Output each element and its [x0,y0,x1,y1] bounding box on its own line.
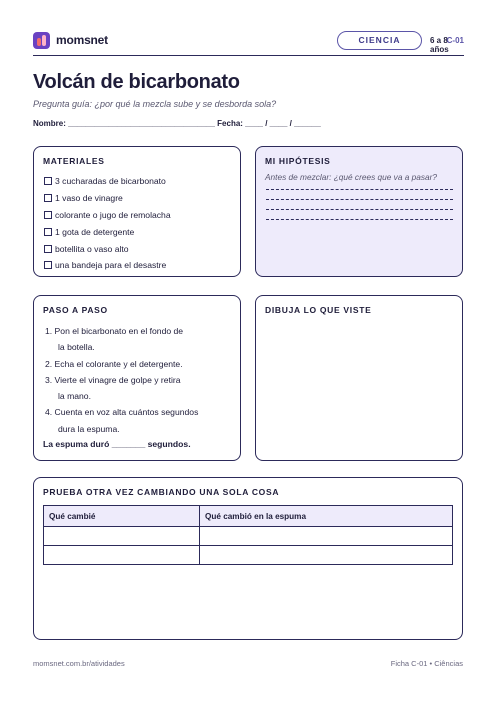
checkbox-icon[interactable] [44,261,52,269]
writing-line[interactable] [266,199,453,200]
column-header: Qué cambió en la espuma [200,506,453,527]
retry-title: PRUEBA OTRA VEZ CAMBIANDO UNA SOLA COSA [43,487,280,497]
writing-line[interactable] [266,189,453,190]
materials-item[interactable]: 3 cucharadas de bicarbonato [44,173,171,190]
sheet-code: C-01 [446,36,464,45]
age-range: 6 a 8 años [430,36,449,54]
table-row [44,546,453,565]
hypothesis-prompt: Antes de mezclar: ¿qué crees que va a pasar? [265,172,438,182]
writing-line[interactable] [266,219,453,220]
table-cell[interactable] [44,527,200,546]
footer-url[interactable]: momsnet.com.br/atividades [33,659,125,668]
momsnet-logo-icon [33,32,50,49]
step-line: la botella. [58,342,95,353]
materials-title: MATERIALES [43,156,105,166]
materials-item[interactable]: una bandeja para el desastre [44,257,171,274]
checkbox-icon[interactable] [44,245,52,253]
materials-item[interactable]: colorante o jugo de remolacha [44,207,171,224]
drawing-title: DIBUJA LO QUE VISTE [265,305,372,315]
checkbox-icon[interactable] [44,228,52,236]
materials-card [33,146,241,277]
subject-badge: CIENCIA [337,31,422,50]
step-line: 3. Vierte el vinagre de golpe y retira [45,374,181,385]
retry-table [43,505,453,565]
step-line: 1. Pon el bicarbonato en el fondo de [45,326,184,336]
hypothesis-title: MI HIPÓTESIS [265,156,331,166]
drawing-card[interactable] [255,295,463,461]
name-date-line[interactable]: Nombre: _________________________________ Fecha: ____ / ____ / ______ [33,119,321,128]
checkbox-icon[interactable] [44,211,52,219]
step-line: 4. Cuenta en voz alta cuántos segundos [45,407,199,418]
table-cell[interactable] [200,546,453,565]
checkbox-icon[interactable] [44,177,52,185]
table-cell[interactable] [44,546,200,565]
guide-question: Pregunta guía: ¿por qué la mezcla sube y se desborda sola? [33,99,277,109]
steps-title: PASO A PASO [43,305,108,315]
page-title: Volcán de bicarbonato [33,71,240,93]
materials-item[interactable]: 1 vaso de vinagre [44,190,171,207]
step-line: la mano. [58,391,91,402]
table-cell[interactable] [200,527,453,546]
header [33,30,464,56]
hypothesis-card [255,146,463,277]
table-header-row [44,506,453,527]
step-line: dura la espuma. [58,423,120,434]
footer-sheet-info: Ficha C-01 • Ciências [390,659,463,668]
checkbox-icon[interactable] [44,194,52,202]
retry-card [33,477,463,640]
materials-list [44,173,171,274]
writing-line[interactable] [266,209,453,210]
step-line: 2. Echa el colorante y el detergente. [45,358,183,369]
column-header: Qué cambié [44,506,200,527]
materials-item[interactable]: botellita o vaso alto [44,240,171,257]
steps-list [45,323,198,437]
brand-name: momsnet [56,33,108,47]
foam-duration-line[interactable]: La espuma duró _______ segundos. [43,439,191,449]
materials-item[interactable]: 1 gota de detergente [44,223,171,240]
table-row [44,527,453,546]
steps-card [33,295,241,461]
